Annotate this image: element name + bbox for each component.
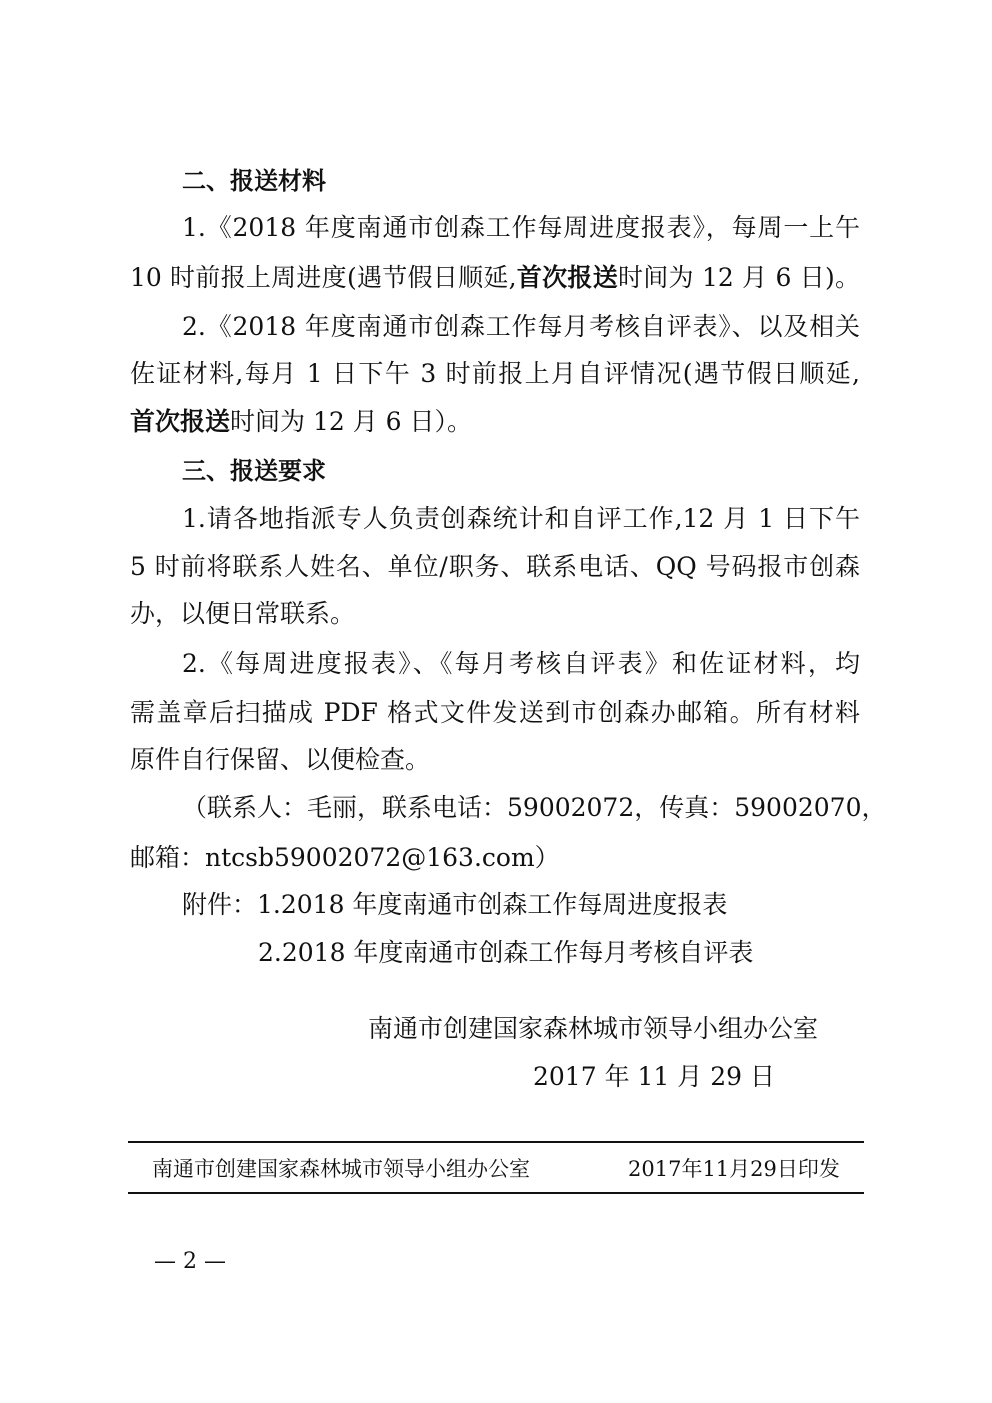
text-run: 10 时前报上周进度(遇节假日顺延, [130,263,517,292]
contact-email-line: 邮箱：ntcsb59002072@163.com） [130,843,560,872]
paragraph-monthly-report-line [130,406,472,438]
footer-top-rule [128,1141,864,1143]
contact-info-line: （联系人：毛丽，联系电话：59002072，传真：59002070， [182,793,887,822]
signature-organization: 南通市创建国家森林城市领导小组办公室 [368,1014,819,1043]
emphasis-first-submission: 首次报送 [130,407,231,436]
paragraph-file-format-line: 原件自行保留、以便检查。 [130,745,431,774]
page-number: — 2 — [154,1249,226,1274]
paragraph-contact-assignment-line: 1.请各地指派专人负责创森统计和自评工作,12 月 1 日下午 [182,504,860,533]
attachment-item-1: 附件：1.2018 年度南通市创森工作每周进度报表 [182,890,728,919]
paragraph-file-format-line: 需盖章后扫描成 PDF 格式文件发送到市创森办邮箱。所有材料 [130,698,860,727]
paragraph-contact-assignment-line: 5 时前将联系人姓名、单位/职务、联系电话、QQ 号码报市创森 [130,552,860,581]
section-heading-submission-materials: 二、报送材料 [182,167,326,195]
footer-issuer: 南通市创建国家森林城市领导小组办公室 [152,1157,530,1181]
paragraph-contact-assignment-line: 办，以便日常联系。 [130,599,356,628]
attachment-item-2: 2.2018 年度南通市创森工作每月考核自评表 [258,938,754,967]
signature-date: 2017 年 11 月 29 日 [533,1062,775,1091]
text-run: 时间为 12 月 6 日)。 [617,263,860,292]
emphasis-first-submission: 首次报送 [516,263,618,292]
paragraph-weekly-report-line [130,262,860,294]
footer-bottom-rule [128,1192,864,1194]
footer-print-date: 2017年11月29日印发 [628,1157,840,1181]
paragraph-monthly-report-line: 2.《2018 年度南通市创森工作每月考核自评表》、以及相关 [182,312,860,341]
paragraph-file-format-line: 2.《每周进度报表》、《每月考核自评表》和佐证材料，均 [182,649,860,678]
section-heading-submission-requirements: 三、报送要求 [182,457,326,485]
paragraph-monthly-report-line: 佐证材料,每月 1 日下午 3 时前报上月自评情况(遇节假日顺延, [130,359,860,388]
paragraph-weekly-report-line: 1.《2018 年度南通市创森工作每周进度报表》，每周一上午 [182,213,860,242]
text-run: 时间为 12 月 6 日）。 [230,407,473,436]
